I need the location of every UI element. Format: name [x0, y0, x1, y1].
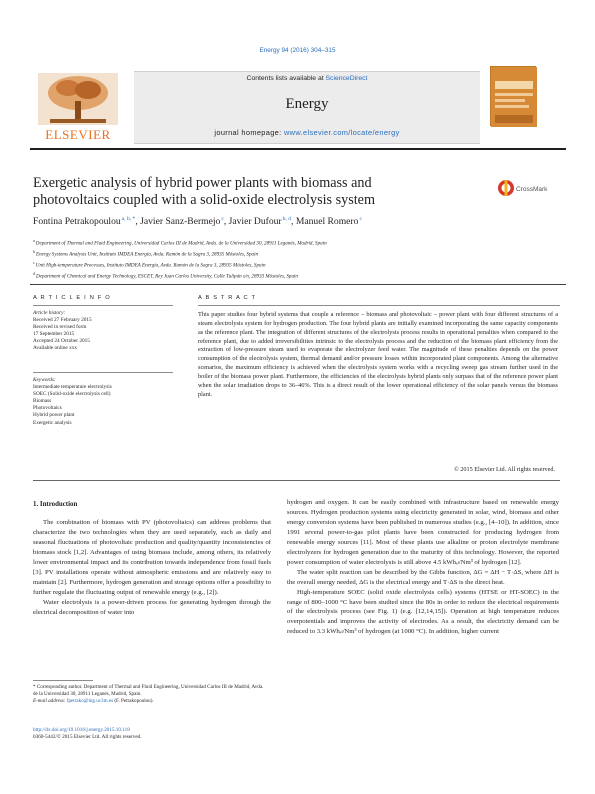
history-item: Received in revised form — [33, 324, 87, 331]
article-info-rule — [33, 305, 173, 306]
body-paragraph: Water electrolysis is a power-driven process for generating hydrogen through the electrical decomposition of water into — [33, 598, 271, 616]
affiliation-list — [33, 237, 573, 281]
keyword: Intermediate temperature electrolysis — [33, 384, 112, 391]
email-suffix: (F. Petrakopoulou). — [113, 698, 154, 705]
abstract-copyright: © 2015 Elsevier Ltd. All rights reserved. — [454, 466, 555, 473]
body-paragraph: The combination of biomass with PV (photovoltaics) can address problems that characterize the two technologies when they are used separately, such as daily and seasonal fluctuations of photovoltaic production and quality/quantity inconsistencies of biomass stock [1,2]. Advantages of using biomass include, among others, its relatively lower environmental impact and its contribution towards independence from fossil fuels [3]. PV installations operate without atmospheric emissions and are relatively easy to maintain [2]. Furthermore, hydrogen generation and storage options offer a possibility to further regulate the fluctuating output of renewable energy (e.g., [2]). — [33, 519, 271, 596]
keyword: Photovoltaics — [33, 405, 62, 412]
svg-text:CrossMark: CrossMark — [516, 186, 548, 193]
email-prefix: E-mail address: — [33, 698, 67, 705]
corresponding-author-note: * Corresponding author. Department of Thermal and Fluid Engineering, Universidad Carlos III de Madrid, Avda. de la Universidad 30, 28911 Leganés, Madrid, Spain. — [33, 684, 264, 698]
affiliation: $^a$Department of Thermal and Fluid Engineering, Universidad Carlos III de Madrid, Avda. de la Universidad 30, 28911 Leganés, Madrid, Spain — [33, 238, 327, 247]
history-heading: Article history: — [33, 310, 66, 316]
article-info-heading: A R T I C L E I N F O — [33, 295, 111, 301]
body-paragraph: The water split reaction can be described by the Gibbs function, ΔG = ΔH − T·ΔS, where ΔH is the overall energy needed, ΔG is the electrical energy and T·ΔS is the direct heat. — [287, 568, 559, 586]
affiliation: $^c$Unit High-temperature Processes, Instituto IMDEA Energía, Avda. Ramón de la Sagra 3, 28935 Móstoles, Spain — [33, 259, 266, 269]
journal-header — [30, 71, 566, 144]
affiliation: $^b$Energy Systems Analysis Unit, Instituto IMDEA Energía, Avda. Ramón de la Sagra 3, 28935 Móstoles, Spain — [33, 248, 259, 258]
keyword: Hybrid power plant — [33, 412, 75, 419]
section-heading: 1. Introduction — [33, 501, 78, 508]
header-rule — [30, 148, 566, 150]
article-title: Exergetic analysis of hybrid power plants with biomass and photovoltaics coupled with a solid-oxide electrolysis system — [33, 175, 376, 208]
journal-banner — [134, 71, 480, 144]
author-marks[interactable]: c — [221, 216, 224, 222]
abstract-rule — [198, 305, 560, 306]
homepage-link[interactable]: www.elsevier.com/locate/energy — [283, 128, 400, 137]
history-item: Received 27 February 2015 — [33, 317, 92, 324]
journal-name: Energy — [285, 96, 329, 112]
sciencedirect-link[interactable]: ScienceDirect — [325, 75, 368, 82]
email-line — [33, 698, 269, 705]
affiliation: $^d$Department of Chemical and Energy Technology, ESCET, Rey Juan Carlos University, Calle Tulipán s/n, 28933 Móstoles, Spain — [33, 270, 298, 280]
author-marks[interactable]: c — [359, 216, 362, 222]
body-right-column — [287, 498, 559, 637]
abstract-heading: A B S T R A C T — [198, 295, 257, 301]
keywords-list — [33, 377, 173, 427]
author-name[interactable]: Javier Dufour — [228, 216, 282, 228]
keyword: Exergetic analysis — [33, 419, 72, 426]
crossmark-badge[interactable] — [497, 178, 557, 198]
footnote-rule — [33, 680, 93, 681]
keyword: Biomass — [33, 398, 52, 405]
footnote — [33, 684, 269, 705]
keyword: SOEC (Solid-oxide electrolysis cell) — [33, 391, 111, 398]
journal-citation[interactable]: Energy 94 (2016) 304–315 — [259, 47, 336, 54]
issn-line: 0360-5442/© 2015 Elsevier Ltd. All rights reserved. — [33, 734, 142, 741]
author-list: Fontina Petrakopoulou$^{a, b, *}$, Javier Sanz-Bermejo$^c$, Javier Dufour$^{b, d}$, Manuel Romero$^c$ — [33, 216, 362, 228]
author-name[interactable]: Manuel Romero — [295, 216, 359, 228]
body-paragraph: High-temperature SOEC (solid oxide electrolysis cells) systems (HTSE or HT-SOEC) in the range of 800–1000 °C have been studied since the 80s in order to reduce the electrical requirements of the electrolysis process (see Fig. 1) (e.g. [12,14,15]). Operation at high temperature reduces overpotentials and improves the activity of electrodes. As a result, the electricity demand can be reduced to 3.3 kWhₑₗ/Nm³ of hydrogen (at 1000 °C). In addition, higher current — [287, 588, 559, 636]
journal-cover-image[interactable] — [490, 66, 536, 126]
keywords-heading: Keywords: — [33, 377, 56, 383]
elsevier-wordmark: ELSEVIER — [45, 127, 111, 142]
affiliation-rule — [30, 284, 566, 285]
abstract-text: This paper studies four hybrid systems that couple a reference – biomass and photovoltaic – power plant with four different structures of a steam electrolysis system for hydrogen production. The four hybrid plants are initially examined incorporating the same capacity components as the reference plant. The integration of different structures of the electrolysis process results in operational penalties when compared to the reference plant, due to added irreversibilities intrinsic to the electrolysis process and the reduction of the biomass plant efficiency from the extraction of low-pressure steam used to evaporate the electrolyzer feed water. The magnitude of these penalties depends on the power consumption of the electrolysis system, thermal demand and/or pressure losses within incorporated plant components. Among the alternative scenarios, the maximum efficiency is achieved when the electrolysis system works with a recycling sweep gas stream further used in the boiler of the biomass power plant. Furthermore, the efficiencies of the electrolysis hybrid plants only surpass that of the reference power plant when the solar irradiation drops to 36–46%. This is a direct result of the lower operational efficiency of the solar panels versus the biomass plant. — [198, 311, 558, 398]
homepage-prefix: journal homepage: — [214, 128, 284, 137]
doi-link[interactable]: http://dx.doi.org/10.1016/j.energy.2015.10.118 — [33, 727, 130, 733]
elsevier-tree-icon — [30, 71, 126, 144]
contents-prefix: Contents lists available at — [246, 75, 326, 82]
keywords-rule — [33, 372, 173, 373]
body-left-column — [33, 518, 271, 618]
cover-art-icon — [491, 67, 537, 127]
author-name[interactable]: Fontina Petrakopoulou — [33, 216, 121, 228]
history-item: 17 September 2015 — [33, 331, 75, 338]
email-link[interactable]: fpetrako@ing.uc3m.es — [66, 698, 114, 705]
author-name[interactable]: Javier Sanz-Bermejo — [140, 216, 221, 228]
history-item: Available online xxx — [33, 345, 78, 352]
homepage-line — [134, 128, 480, 137]
publication-info — [33, 727, 273, 742]
crossmark-icon — [497, 178, 557, 198]
contents-line — [134, 75, 480, 82]
article-history — [33, 310, 173, 353]
elsevier-logo[interactable] — [30, 71, 126, 144]
author-marks[interactable]: b, d — [282, 216, 292, 222]
abstract-bottom-rule — [33, 480, 560, 481]
author-marks[interactable]: a, b, * — [121, 216, 136, 222]
body-paragraph: hydrogen and oxygen. It can be easily combined with infrastructure based on renewable energy sources. Hydrogen production systems using electricity generated in solar, wind, biomass and other energy conversion systems have been published in numerous studies (e.g., [4–10]). In addition, since 1991 several power-to-gas pilot plants have been constructed for producing hydrogen from renewable energy sources [11]. Most of these plants use alkaline or proton electrolyte membrane electrolyzers for hydrogen generation due to the maturity of this technology. However, the reported power consumption of water electrolysis is still above 4.5 kWhₑₗ/Nm³ of hydrogen [12]. — [287, 499, 559, 566]
history-item: Accepted 24 October 2015 — [33, 338, 90, 345]
